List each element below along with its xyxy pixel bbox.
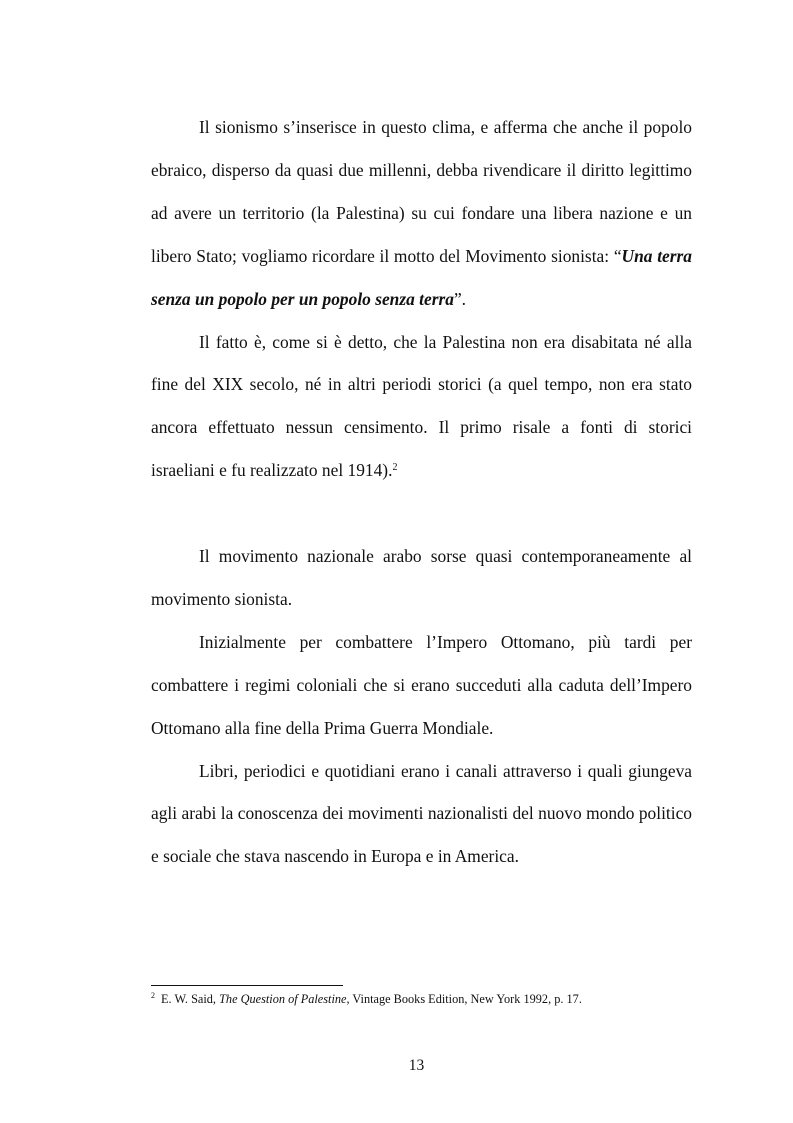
zionist-motto: Una terra senza un popolo per un popolo senza terra <box>151 245 692 309</box>
paragraph-palestine-text: Il fatto è, come si è detto, che la Palestina non era disabitata né alla fine del XIX secolo, né in altri periodi storici (a quel tempo, non era stato ancora effettuato nessun censimento. Il primo risale a fonti di storici israeliani e fu realizzato nel 1914). <box>151 331 692 481</box>
footnote-number: 2 <box>151 991 155 1000</box>
footnote-divider <box>151 985 343 986</box>
page-number: 13 <box>408 1057 425 1074</box>
paragraph-zionism-end: ”. <box>453 288 467 309</box>
paragraph-press: Libri, periodici e quotidiani erano i canali attraverso i quali giungeva agli arabi la conoscenza dei movimenti nazionalisti del nuovo mondo politico e sociale che stava nascendo in Europa e in America. <box>151 760 692 867</box>
paragraph-arab-movement: Il movimento nazionale arabo sorse quasi contemporaneamente al movimento sionista. <box>151 546 692 609</box>
paragraph-ottoman-empire: Inizialmente per combattere l’Impero Ottomano, più tardi per combattere i regimi coloniali che si erano succeduti alla caduta dell’Impero Ottomano alla fine della Prima Guerra Mondiale. <box>151 631 692 738</box>
body-text <box>151 106 692 878</box>
footnote-book-title: The Question of Palestine <box>219 992 347 1006</box>
paragraph-zionism-text: Il sionismo s’inserisce in questo clima, e afferma che anche il popolo ebraico, disperso da quasi due millenni, debba rivendicare il diritto legittimo ad avere un territorio (la Palestina) su cui fondare una libera nazione e un libero Stato; vogliamo ricordare il motto del Movimento sionista: “ <box>151 117 692 266</box>
footnote-publication: , Vintage Books Edition, New York 1992, p. 17. <box>346 992 582 1006</box>
footnote-reference[interactable]: 2 <box>392 462 398 474</box>
paragraph-zionism <box>151 106 692 321</box>
footnote-author: E. W. Said, <box>161 992 220 1006</box>
paragraph-palestine-inhabited <box>151 321 692 493</box>
footnote <box>151 991 711 1007</box>
